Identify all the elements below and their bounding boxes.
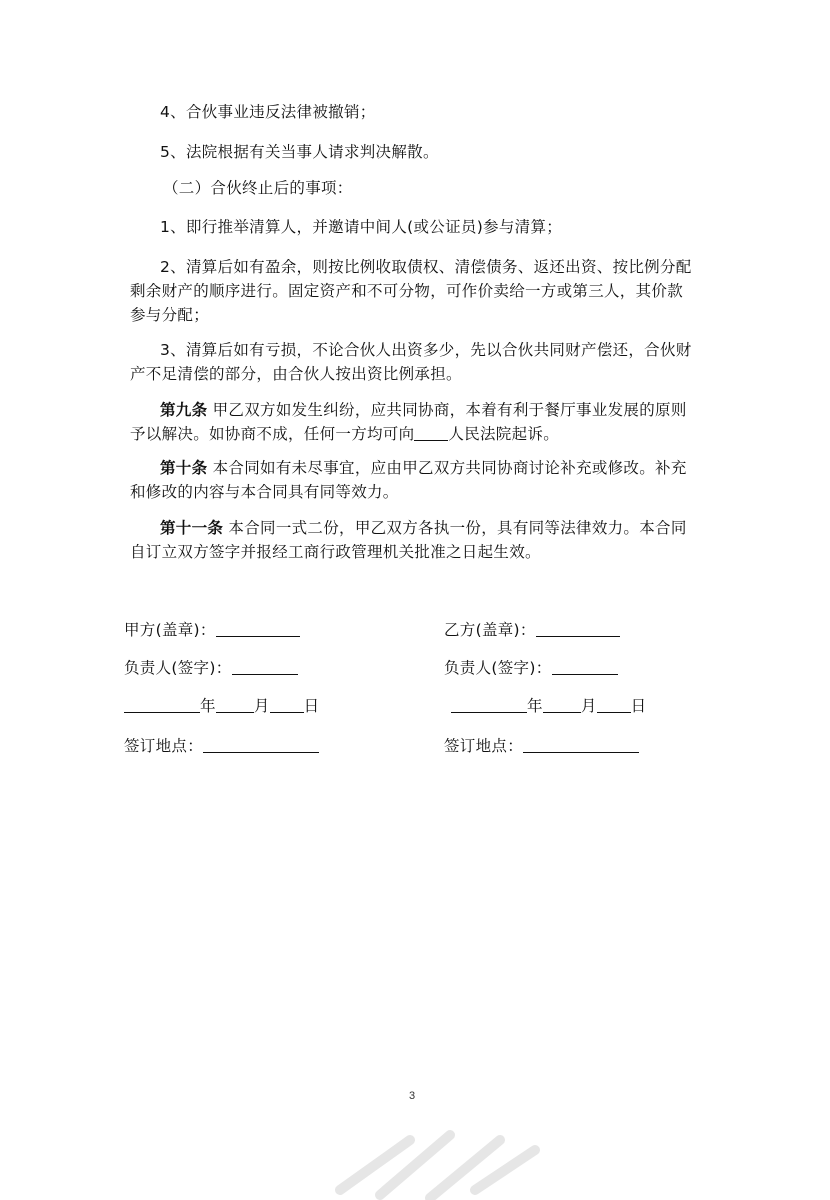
watermark-graphic	[300, 1080, 600, 1200]
article-9	[130, 398, 692, 446]
date-a-row	[124, 696, 319, 716]
sub-item-1: 1、即行推举清算人，并邀请中间人(或公证员)参与清算；	[160, 218, 563, 236]
party-b-seal-label: 乙方(盖章)：	[444, 621, 536, 639]
date-b-day-label: 日	[630, 697, 647, 715]
article-10-text: 本合同如有未尽事宜，应由甲乙双方共同协商讨论补充或修改。补充和修改的内容与本合同具有同等效力。	[130, 459, 687, 501]
article-11	[130, 516, 692, 564]
responsible-a-row	[124, 658, 298, 678]
responsible-b-row	[444, 658, 618, 678]
signing-place-b-row	[444, 736, 639, 756]
item-5: 5、法院根据有关当事人请求判决解散。	[160, 143, 439, 161]
responsible-a-field[interactable]	[232, 658, 298, 675]
date-a-day-field[interactable]	[270, 696, 304, 713]
article-10	[130, 456, 692, 504]
court-blank-line[interactable]	[414, 424, 448, 441]
date-a-month-label: 月	[253, 697, 270, 715]
date-b-year-field[interactable]	[451, 696, 527, 713]
article-9-text-end: 人民法院起诉。	[448, 425, 560, 443]
date-b-row	[451, 696, 646, 716]
date-b-month-label: 月	[580, 697, 597, 715]
date-a-month-field[interactable]	[216, 696, 254, 713]
date-a-year-label: 年	[200, 697, 216, 715]
party-b-seal-row	[444, 620, 620, 640]
date-a-day-label: 日	[303, 697, 320, 715]
section-heading-2: （二）合伙终止后的事项：	[163, 179, 353, 197]
article-11-title: 第十一条	[160, 519, 224, 537]
item-4: 4、合伙事业违反法律被撤销；	[160, 103, 376, 121]
responsible-a-label: 负责人(签字)：	[124, 659, 232, 677]
party-a-seal-field[interactable]	[216, 620, 300, 637]
date-b-year-label: 年	[527, 697, 543, 715]
signing-place-a-label: 签订地点：	[124, 737, 204, 755]
responsible-b-label: 负责人(签字)：	[444, 659, 552, 677]
sub-item-3: 3、清算后如有亏损，不论合伙人出资多少，先以合伙共同财产偿还，合伙财产不足清偿的部分，由合伙人按出资比例承担。	[130, 341, 692, 383]
party-b-seal-field[interactable]	[536, 620, 620, 637]
article-11-text: 本合同一式二份，甲乙双方各执一份，具有同等法律效力。本合同自订立双方签字并报经工商行政管理机关批准之日起生效。	[130, 519, 687, 561]
date-b-month-field[interactable]	[543, 696, 581, 713]
article-9-text: 甲乙双方如发生纠纷，应共同协商，本着有利于餐厅事业发展的原则予以解决。如协商不成，任何一方均可向	[130, 401, 687, 443]
party-a-seal-row	[124, 620, 300, 640]
article-9-title: 第九条	[160, 401, 208, 419]
signing-place-a-row	[124, 736, 319, 756]
party-a-seal-label: 甲方(盖章)：	[124, 621, 216, 639]
sub-item-2: 2、清算后如有盈余，则按比例收取债权、清偿债务、返还出资、按比例分配剩余财产的顺序进行。固定资产和不可分物，可作价卖给一方或第三人，其价款参与分配；	[130, 258, 692, 324]
date-a-year-field[interactable]	[124, 696, 200, 713]
signing-place-b-field[interactable]	[523, 736, 639, 753]
article-10-title: 第十条	[160, 459, 208, 477]
date-b-day-field[interactable]	[597, 696, 631, 713]
signing-place-b-label: 签订地点：	[444, 737, 524, 755]
responsible-b-field[interactable]	[552, 658, 618, 675]
signing-place-a-field[interactable]	[203, 736, 319, 753]
page-number: 3	[409, 1090, 416, 1102]
